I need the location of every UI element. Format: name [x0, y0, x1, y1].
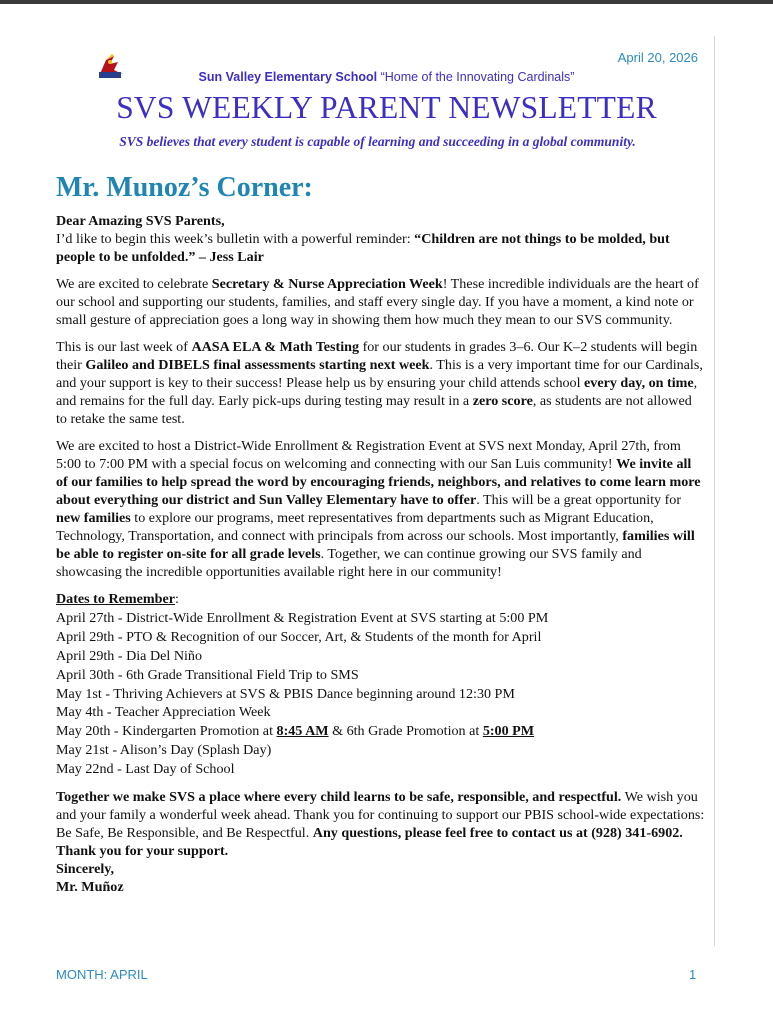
school-motto: “Home of the Innovating Cardinals”: [380, 70, 575, 84]
date-item: May 22nd - Last Day of School: [56, 761, 235, 778]
text-bold: We invite all of our families to help spread the word by encouraging friends, neighbors, and relatives to come learn more about everything our district and Sun Valley Elementary have to offer: [56, 456, 701, 508]
contact-line: Any questions, please feel free to contact us at (928) 341-6902. Thank you for your support.: [56, 825, 683, 860]
dates-heading: Dates to Remember: [56, 591, 175, 607]
text-run: This is our last week of: [56, 339, 192, 355]
promotion-time-k: 8:45 AM: [276, 723, 329, 740]
greeting-quote: “Children are not things to be molded, but people to be unfolded.” – Jess Lair: [56, 231, 670, 265]
footer-month: MONTH: APRIL: [56, 967, 148, 982]
closing-paragraph: [56, 788, 706, 896]
text-run: . This is a very important time for our Cardinals, and your support is key to their success! Please help us by ensuring your child attends school: [56, 357, 703, 391]
text-run: May 20th - Kindergarten Promotion at: [56, 723, 277, 740]
text-bold: families will be able to register on-site for all grade levels: [56, 528, 695, 562]
text-bold: zero score: [472, 393, 533, 409]
date-item-promotion: [56, 722, 706, 741]
text-run: to explore our programs, meet representatives from departments such as Migrant Education, Technology, Transportation, and connect with principals from across our schools. Most importantly,: [56, 510, 654, 544]
date-item: May 1st - Thriving Achievers at SVS & PBIS Dance beginning around 12:30 PM: [56, 685, 515, 702]
greeting-intro: I’d like to begin this week’s bulletin with a powerful reminder:: [56, 231, 415, 247]
text-run: . This will be a great opportunity for: [476, 492, 682, 508]
date-item: April 30th - 6th Grade Transitional Field Trip to SMS: [56, 666, 359, 683]
text-bold: Secretary & Nurse Appreciation Week: [211, 276, 443, 292]
section-title: Mr. Munoz’s Corner:: [56, 172, 313, 203]
date-item: April 29th - PTO & Recognition of our Soccer, Art, & Students of the month for April: [56, 628, 542, 645]
page-right-rule: [714, 36, 715, 946]
school-line: [0, 70, 773, 84]
text-run: ! These incredible individuals are the heart of our school and supporting our students, families, and staff every single day. If you have a moment, a kind note or small gesture of appreciation goes a long way in showing them how much they mean to our SVS community.: [56, 276, 699, 328]
mission-statement: SVS believes that every student is capable of learning and succeeding in a global community.: [119, 134, 636, 149]
text-bold: every day, on time: [584, 375, 694, 391]
date-item: May 21st - Alison’s Day (Splash Day): [56, 742, 272, 759]
dates-heading-line: [56, 590, 706, 609]
text-run: We are excited to host a District-Wide Enrollment & Registration Event at SVS next Monday, April 27th, from 5:00 to 7:00 PM with a special focus on welcoming and connecting with our San Luis community!: [56, 438, 681, 472]
top-border: [0, 0, 773, 4]
text-bold: AASA ELA & Math Testing: [191, 339, 360, 355]
text-run: , and remains for the full day. Early pick-ups during testing may result in a: [56, 375, 698, 409]
text-run: , as students are not allowed to retake the same test.: [56, 393, 692, 427]
text-run: We are excited to celebrate: [56, 276, 212, 292]
text-run: for our students in grades 3–6. Our K–2 students will begin their: [56, 339, 698, 373]
newsletter-date: April 20, 2026: [617, 50, 698, 65]
closing-bold: Together we make SVS a place where every child learns to be safe, responsible, and respectful.: [56, 789, 622, 806]
paragraph-testing: [56, 338, 706, 428]
salutation: Dear Amazing SVS Parents,: [56, 213, 225, 229]
footer-page-number: 1: [689, 967, 697, 982]
text-run: . Together, we can continue growing our SVS family and showcasing the incredible opportunities available right here in our community!: [56, 546, 642, 580]
paragraph-appreciation: [56, 275, 706, 329]
school-name: Sun Valley Elementary School: [198, 70, 378, 84]
text-bold: new families: [56, 510, 131, 526]
dates-colon: :: [174, 591, 179, 607]
text-bold: Galileo and DIBELS final assessments starting next week: [85, 357, 430, 373]
dates-to-remember: [56, 590, 706, 779]
date-item: April 27th - District-Wide Enrollment & Registration Event at SVS starting at 5:00 PM: [56, 609, 549, 626]
closing-text: We wish you and your family a wonderful week ahead. Thank you for continuing to support our PBIS school-wide expectations: Be Safe, Be Responsible, and Be Respectful.: [56, 789, 705, 842]
newsletter-title: SVS WEEKLY PARENT NEWSLETTER: [116, 90, 657, 125]
greeting-paragraph: [56, 212, 706, 266]
date-item: May 4th - Teacher Appreciation Week: [56, 704, 271, 721]
date-item: April 29th - Dia Del Niño: [56, 647, 203, 664]
signature: Mr. Muñoz: [56, 879, 124, 896]
sincerely: Sincerely,: [56, 861, 115, 878]
text-run: & 6th Grade Promotion at: [328, 723, 483, 740]
paragraph-enrollment: [56, 437, 706, 581]
newsletter-body: [56, 212, 706, 905]
promotion-time-6th: 5:00 PM: [482, 723, 535, 740]
